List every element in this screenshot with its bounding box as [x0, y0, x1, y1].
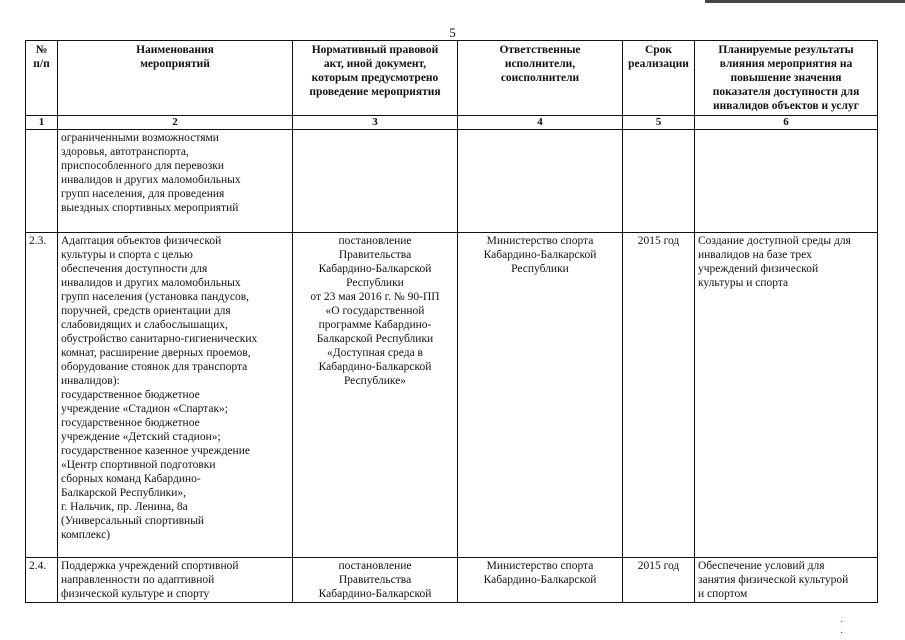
header-responsible: Ответственные исполнители, соисполнители: [458, 41, 623, 116]
column-number: 6: [695, 116, 878, 130]
term: [623, 130, 695, 233]
header-results: Планируемые результаты влияния мероприятия на повышение значения показателя доступности для инвалидов объектов и услуг: [695, 41, 878, 116]
results: [695, 130, 878, 233]
legal-act: постановление Правительства Кабардино-Балкарской Республики от 23 мая 2016 г. № 90-ПП «О государственной программе Кабардино- Балкарской Республики «Доступная среда в Кабардино-Балкарской Республике»: [293, 233, 458, 558]
legal-act: постановление Правительства Кабардино-Балкарской: [293, 558, 458, 603]
header-term: Срок реализации: [623, 41, 695, 116]
page-number: 5: [449, 25, 456, 40]
results: Обеспечение условий для занятия физической культурой и спортом: [695, 558, 878, 603]
responsible: [458, 130, 623, 233]
measure-name: ограниченными возможностями здоровья, автотранспорта, приспособленного для перевозки инвалидов и других маломобильных групп населения, для проведения выездных спортивных мероприятий: [58, 130, 293, 233]
column-number: 2: [58, 116, 293, 130]
responsible: Министерство спорта Кабардино-Балкарской Республики: [458, 233, 623, 558]
header-number: № п/п: [26, 41, 58, 116]
header-legal-act: Нормативный правовой акт, иной документ, которым предусмотрено проведение мероприятия: [293, 41, 458, 116]
column-number: 3: [293, 116, 458, 130]
column-number: 5: [623, 116, 695, 130]
legal-act: [293, 130, 458, 233]
top-edge-mark: [705, 0, 905, 3]
table-row: [26, 558, 878, 603]
header-row: [26, 41, 878, 116]
header-measure-name: Наименования мероприятий: [58, 41, 293, 116]
responsible: Министерство спорта Кабардино-Балкарской: [458, 558, 623, 603]
term: 2015 год: [623, 558, 695, 603]
column-number: 1: [26, 116, 58, 130]
scan-specks: · ·: [840, 617, 905, 639]
results: Создание доступной среды для инвалидов на базе трех учреждений физической культуры и спорта: [695, 233, 878, 558]
table-row: [26, 130, 878, 233]
row-number: [26, 130, 58, 233]
row-number: 2.4.: [26, 558, 58, 603]
column-number-row: [26, 116, 878, 130]
row-number: 2.3.: [26, 233, 58, 558]
table-row: [26, 233, 878, 558]
term: 2015 год: [623, 233, 695, 558]
column-number: 4: [458, 116, 623, 130]
measures-table: [25, 40, 878, 603]
measure-name: Адаптация объектов физической культуры и спорта с целью обеспечения доступности для инвалидов и других маломобильных групп населения (установка пандусов, поручней, средств ориентации для слабовидящих и слабослышащих, обустройство санитарно-гигиенических комнат, расширение дверных проемов, оборудование стоянок для транспорта инвалидов): государственное бюджетное учреждение «Стадион «Спартак»; государственное бюджетное учреждение «Детский стадион»; государственное казенное учреждение «Центр спортивной подготовки сборных команд Кабардино- Балкарской Республики», г. Нальчик, пр. Ленина, 8а (Универсальный спортивный комплекс): [58, 233, 293, 558]
measure-name: Поддержка учреждений спортивной направленности по адаптивной физической культуре и спорту: [58, 558, 293, 603]
